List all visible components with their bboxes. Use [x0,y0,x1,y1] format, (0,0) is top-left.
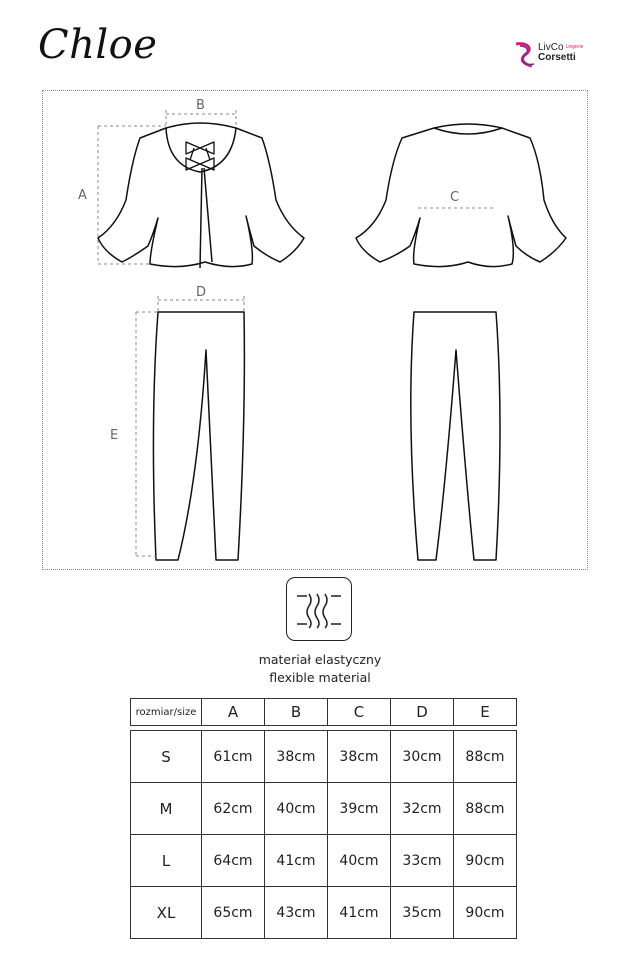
bow-details [186,142,214,170]
column-header-b: B [265,699,328,726]
table-cell: 40cm [328,835,391,887]
back-jacket-neck [434,128,502,134]
table-cell: 40cm [265,783,328,835]
table-cell: 64cm [202,835,265,887]
table-row [131,835,517,887]
size-table-header [131,699,517,726]
size-label: L [131,835,202,887]
dimension-label-c: C [450,190,460,205]
front-jacket-yoke [166,128,236,172]
table-cell: 33cm [391,835,454,887]
table-cell: 35cm [391,887,454,939]
column-header-a: A [202,699,265,726]
table-row [131,731,517,783]
back-pants [411,312,500,560]
size-table-corner: rozmiar/size [131,699,202,726]
size-label: S [131,731,202,783]
table-row [131,887,517,939]
table-cell: 65cm [202,887,265,939]
column-header-c: C [328,699,391,726]
brand-name-top: LivCo Lingerie [538,42,584,53]
column-header-e: E [454,699,517,726]
dimension-label-b: B [196,98,205,113]
table-cell: 30cm [391,731,454,783]
dimension-label-d: D [196,285,207,300]
size-label: XL [131,887,202,939]
table-cell: 88cm [454,783,517,835]
table-cell: 41cm [328,887,391,939]
table-cell: 32cm [391,783,454,835]
dimension-label-e: E [110,428,119,443]
table-cell: 43cm [265,887,328,939]
table-cell: 90cm [454,887,517,939]
size-label: M [131,783,202,835]
front-jacket-opening [200,168,212,268]
table-cell: 38cm [328,731,391,783]
product-title: Chloe [38,22,158,68]
flexible-material-icon [286,577,352,641]
dimension-label-a: A [78,188,87,203]
material-english-label: flexible material [269,670,371,685]
table-cell: 62cm [202,783,265,835]
back-jacket [356,124,566,267]
table-cell: 88cm [454,731,517,783]
table-cell: 90cm [454,835,517,887]
material-polish-label: materiał elastyczny [258,652,382,667]
table-cell: 41cm [265,835,328,887]
table-row [131,783,517,835]
size-table [130,698,517,939]
table-cell: 39cm [328,783,391,835]
table-cell: 38cm [265,731,328,783]
dimension-lines [98,110,494,556]
column-header-d: D [391,699,454,726]
front-pants [153,312,244,560]
table-cell: 61cm [202,731,265,783]
dimension-a-line [98,126,166,264]
brand-name-bottom: Corsetti [538,52,576,63]
